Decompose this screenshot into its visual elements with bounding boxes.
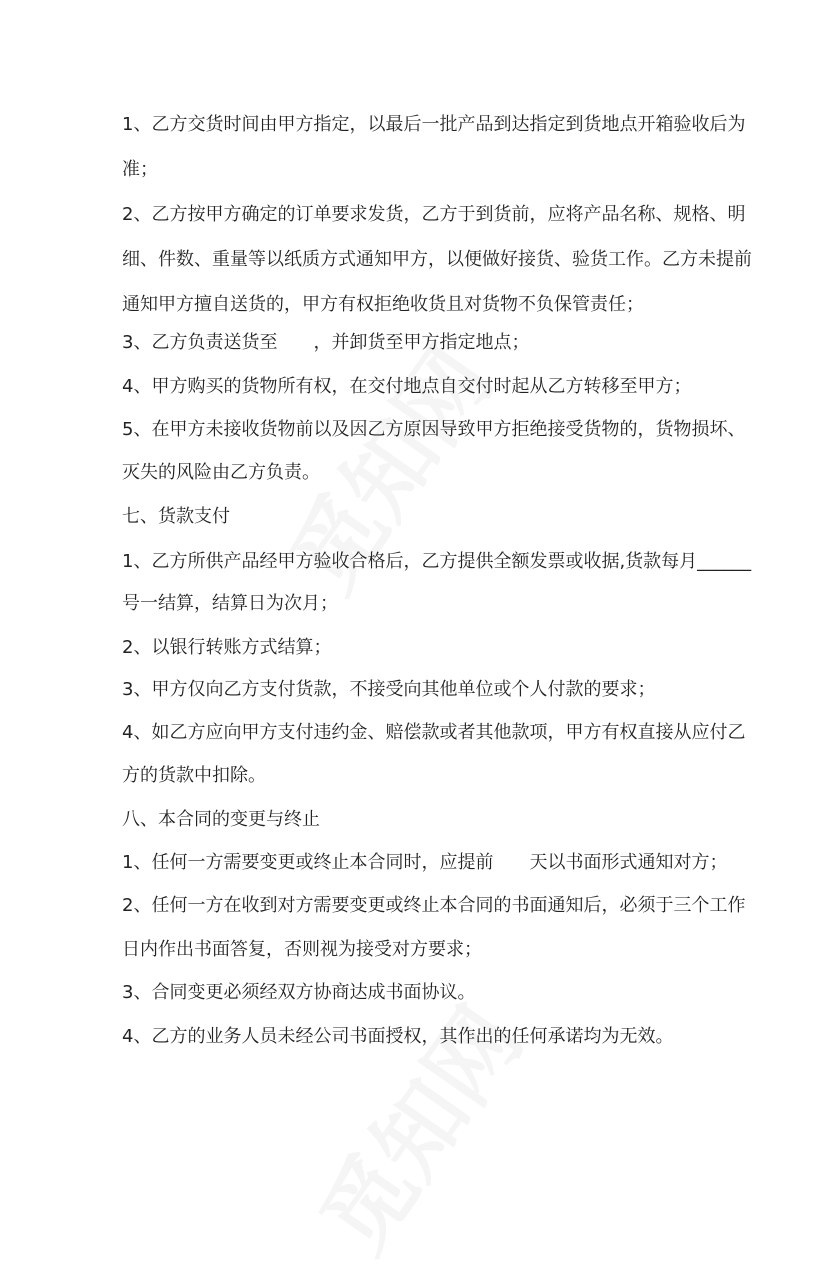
paragraph-line: 3、乙方负责送货至 ，并卸货至甲方指定地点； (122, 332, 530, 353)
paragraph-line: 2、乙方按甲方确定的订单要求发货，乙方于到货前，应将产品名称、规格、明 (122, 204, 746, 225)
paragraph-line: 4、如乙方应向甲方支付违约金、赔偿款或者其他款项，甲方有权直接从应付乙 (122, 722, 746, 743)
paragraph-line: 细、件数、重量等以纸质方式通知甲方，以便做好接货、验货工作。乙方未提前 (122, 249, 752, 270)
paragraph-line: 通知甲方擅自送货的，甲方有权拒绝收货且对货物不负保管责任； (122, 294, 644, 315)
paragraph-line: 5、在甲方未接收货物前以及因乙方原因导致甲方拒绝接受货物的，货物损坏、 (122, 419, 746, 440)
paragraph-line: 方的货款中扣除。 (122, 765, 266, 786)
paragraph-line: 1、任何一方需要变更或终止本合同时，应提前 天以书面形式通知对方； (122, 852, 728, 873)
section-heading: 七、货款支付 (122, 506, 230, 527)
paragraph-line: 2、以银行转账方式结算； (122, 637, 332, 658)
watermark (284, 977, 545, 1273)
paragraph-line: 3、合同变更必须经双方协商达成书面协议。 (122, 982, 476, 1003)
paragraph-line: 3、甲方仅向乙方支付货款，不接受向其他单位或个人付款的要求； (122, 679, 656, 700)
paragraph-line: 4、甲方购买的货物所有权，在交付地点自交付时起从乙方转移至甲方； (122, 376, 692, 397)
paragraph-line: 准； (122, 159, 158, 180)
paragraph-line: 日内作出书面答复，否则视为接受对方要求； (122, 939, 482, 960)
paragraph-line: 1、乙方交货时间由甲方指定，以最后一批产品到达指定到货地点开箱验收后为 (122, 114, 746, 135)
paragraph-line: 灭失的风险由乙方负责。 (122, 462, 320, 483)
paragraph-line: 4、乙方的业务人员未经公司书面授权，其作出的任何承诺均为无效。 (122, 1026, 674, 1047)
section-heading: 八、本合同的变更与终止 (122, 809, 320, 830)
paragraph-line: 2、任何一方在收到对方需要变更或终止本合同的书面通知后，必须于三个工作 (122, 895, 746, 916)
paragraph-line: 1、乙方所供产品经甲方验收合格后，乙方提供全额发票或收据,货款每月______ (122, 551, 752, 572)
paragraph-line: 号一结算，结算日为次月； (122, 593, 338, 614)
